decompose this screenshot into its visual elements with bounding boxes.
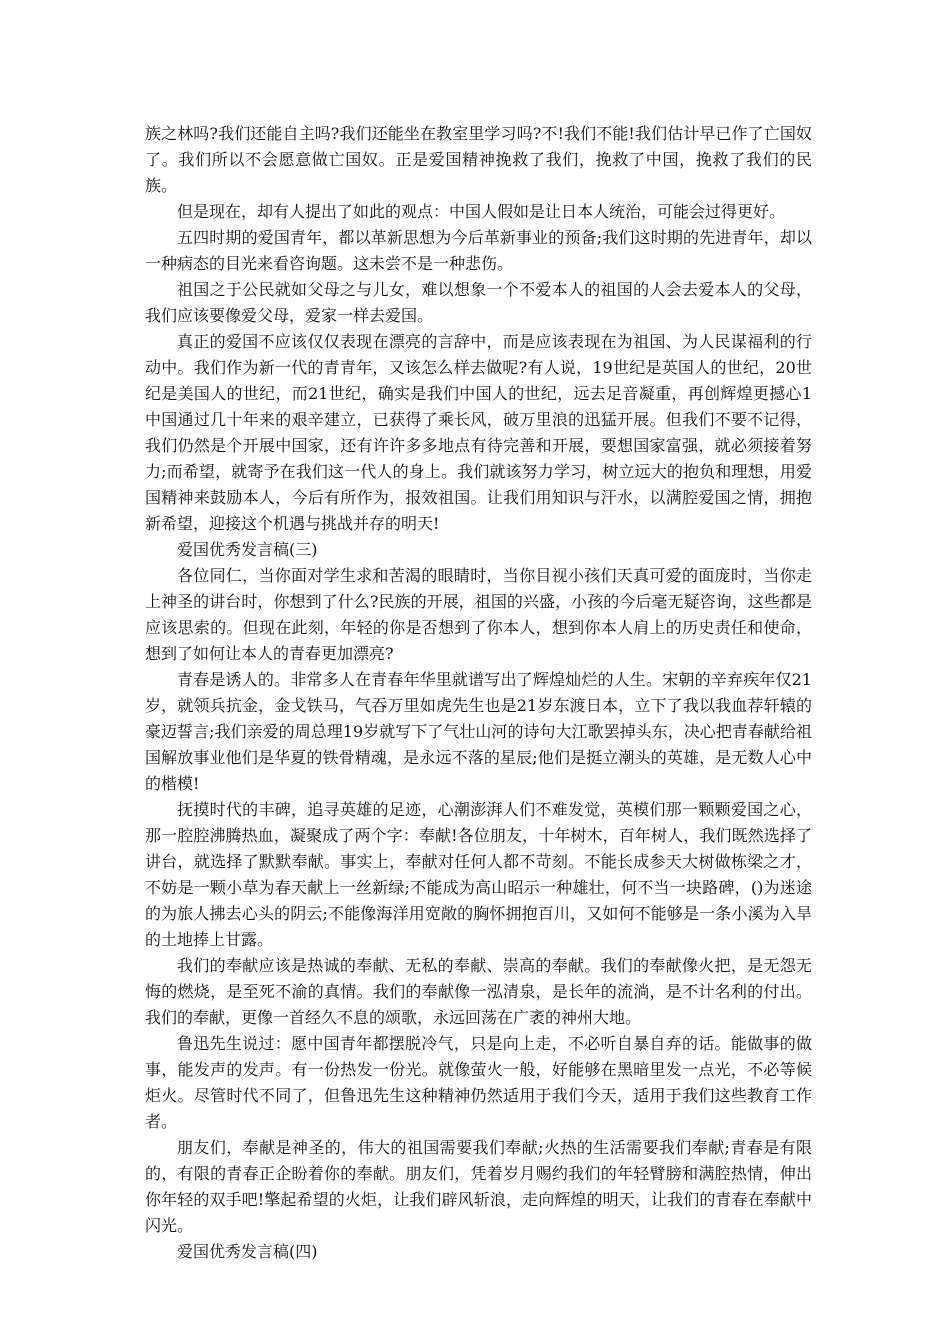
paragraph: 五四时期的爱国青年，都以革新思想为今后革新事业的预备;我们这时期的先进青年，却以一种病态的目光来看咨询题。这未尝不是一种悲伤。 xyxy=(145,228,812,273)
paragraph: 我们的奉献应该是热诚的奉献、无私的奉献、崇高的奉献。我们的奉献像火把，是无怨无悔的燃烧，是至死不渝的真情。我们的奉献像一泓清泉，是长年的流淌，是不计名利的付出。我们的奉献，更像一首经久不息的颂歌，永远回荡在广袤的神州大地。 xyxy=(145,956,812,1027)
section-heading: 爱国优秀发言稿(三) xyxy=(177,540,318,559)
paragraph: 鲁迅先生说过：愿中国青年都摆脱冷气，只是向上走，不必听自暴自弃的话。能做事的做事，能发声的发声。有一份热发一份光。就像萤火一般，好能够在黑暗里发一点光，不必等候炬火。尽管时代不同了，但鲁迅先生这种精神仍然适用于我们今天，适用于我们这些教育工作者。 xyxy=(145,1034,812,1131)
paragraph: 祖国之于公民就如父母之与儿女，难以想象一个不爱本人的祖国的人会去爱本人的父母，我们应该要像爱父母，爱家一样去爱国。 xyxy=(145,280,812,325)
paragraph: 真正的爱国不应该仅仅表现在漂亮的言辞中，而是应该表现在为祖国、为人民谋福利的行动中。我们作为新一代的青青年，又该怎么样去做呢?有人说，19世纪是英国人的世纪，20世纪是美国人的世纪，而21世纪，确实是我们中国人的世纪，远去足音凝重，再创辉煌更撼心1中国通过几十年来的艰辛建立，已获得了乘长风，破万里浪的迅猛开展。但我们不要不记得，我们仍然是个开展中国家，还有许许多多地点有待完善和开展，要想国家富强，就必须接着努力;而希望，就寄予在我们这一代人的身上。我们就该努力学习，树立远大的抱负和理想，用爱国精神来鼓励本人，今后有所作为，报效祖国。让我们用知识与汗水，以满腔爱国之情，拥抱新希望，迎接这个机遇与挑战并存的明天! xyxy=(145,332,812,533)
paragraph: 青春是诱人的。非常多人在青春年华里就谱写出了辉煌灿烂的人生。宋朝的辛弃疾年仅21岁，就领兵抗金，金戈铁马，气吞万里如虎先生也是21岁东渡日本，立下了我以我血荐轩辕的豪迈誓言;我们亲爱的周总理19岁就写下了气壮山河的诗句大江歌罢掉头东，决心把青春献给祖国解放事业他们是华夏的铁骨精魂，是永远不落的星辰;他们是挺立潮头的英雄，是无数人心中的楷模! xyxy=(145,670,812,793)
paragraph: 族之林吗?我们还能自主吗?我们还能坐在教室里学习吗?不!我们不能!我们估计早已作了亡国奴了。我们所以不会愿意做亡国奴。正是爱国精神挽救了我们，挽救了中国，挽救了我们的民族。 xyxy=(145,124,812,195)
paragraph: 但是现在，却有人提出了如此的观点：中国人假如是让日本人统治，可能会过得更好。 xyxy=(177,202,786,221)
paragraph: 朋友们，奉献是神圣的，伟大的祖国需要我们奉献;火热的生活需要我们奉献;青春是有限的，有限的青春正企盼着你的奉献。朋友们，凭着岁月赐约我们的年轻臂膀和满腔热情，伸出你年轻的双手吧!擎起希望的火炬，让我们辟风斩浪，走向辉煌的明天，让我们的青春在奉献中闪光。 xyxy=(145,1138,812,1235)
paragraph: 抚摸时代的丰碑，追寻英雄的足迹，心潮澎湃人们不难发觉，英模们那一颗颗爱国之心，那一腔腔沸腾热血，凝聚成了两个字：奉献!各位朋友，十年树木，百年树人，我们既然选择了讲台，就选择了默默奉献。事实上，奉献对任何人都不苛刻。不能长成参天大树做栋梁之才，不妨是一颗小草为春天献上一丝新绿;不能成为高山昭示一种雄壮，何不当一块路碑，()为迷途的为旅人拂去心头的阴云;不能像海洋用宽敞的胸怀拥抱百川，又如何不能够是一条小溪为入旱的土地捧上甘露。 xyxy=(145,800,812,949)
section-heading: 爱国优秀发言稿(四) xyxy=(177,1242,318,1261)
paragraph: 各位同仁，当你面对学生求和苦渴的眼睛时，当你目视小孩们天真可爱的面庞时，当你走上神圣的讲台时，你想到了什么?民族的开展，祖国的兴盛，小孩的今后毫无疑咨询，这些都是应该思索的。但现在此刻，年轻的你是否想到了你本人，想到你本人肩上的历史责任和使命，想到了如何让本人的青春更加漂亮? xyxy=(145,566,812,663)
document-page xyxy=(145,121,812,1265)
